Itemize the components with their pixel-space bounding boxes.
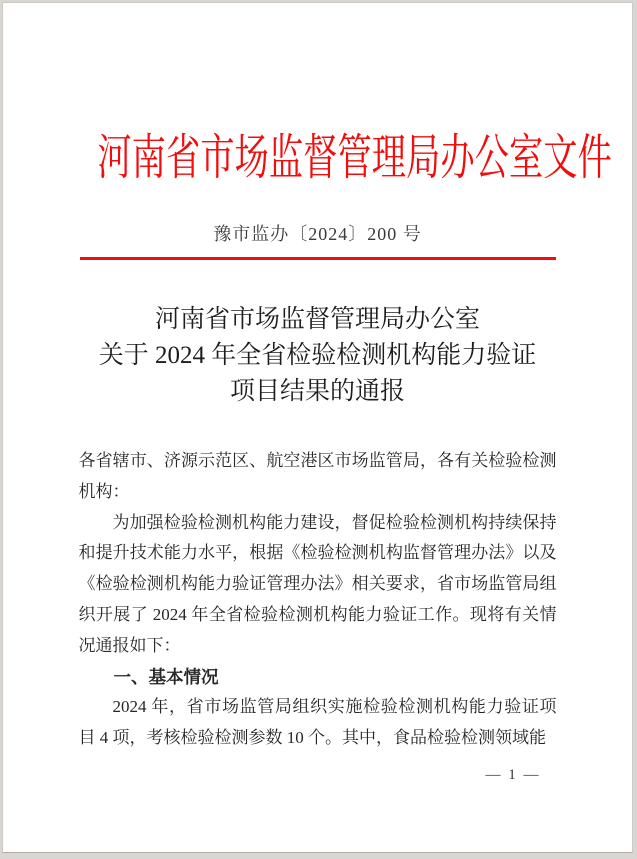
body-line: 织开展了 2024 年全省检验检测机构能力验证工作。现将有关情 <box>78 604 557 624</box>
document-title-line-2: 关于 2024 年全省检验检测机构能力验证 <box>98 342 537 369</box>
document-number: 豫市监办〔2024〕200 号 <box>213 224 422 244</box>
body-line: 况通报如下： <box>78 635 181 655</box>
document-page <box>2 2 633 853</box>
section-heading: 一、基本情况 <box>113 666 219 687</box>
document-title <box>3 302 632 410</box>
body-line: 《检验检测机构能力验证管理办法》相关要求，省市场监管局组 <box>78 574 557 594</box>
document-body <box>79 446 557 754</box>
document-title-line-1: 河南省市场监督管理局办公室 <box>154 306 480 333</box>
salutation-line: 机构： <box>78 481 130 501</box>
body-line: 为加强检验检测机构能力建设，督促检验检测机构持续保持 <box>112 512 557 532</box>
header-divider-line <box>80 257 556 260</box>
body-line: 目 4 项，考核检验检测参数 10 个。其中，食品检验检测领域能 <box>78 728 546 748</box>
body-line: 和提升技术能力水平，根据《检验检测机构监督管理办法》以及 <box>78 543 557 563</box>
body-line: 2024 年，省市场监管局组织实施检验检测机构能力验证项 <box>112 697 557 717</box>
page-number: — 1 — <box>485 766 541 783</box>
agency-banner-title: 河南省市场监督管理局办公室文件 <box>97 130 612 185</box>
salutation-line: 各省辖市、济源示范区、航空港区市场监管局，各有关检验检测 <box>78 451 557 470</box>
document-title-line-3: 项目结果的通报 <box>229 378 405 405</box>
